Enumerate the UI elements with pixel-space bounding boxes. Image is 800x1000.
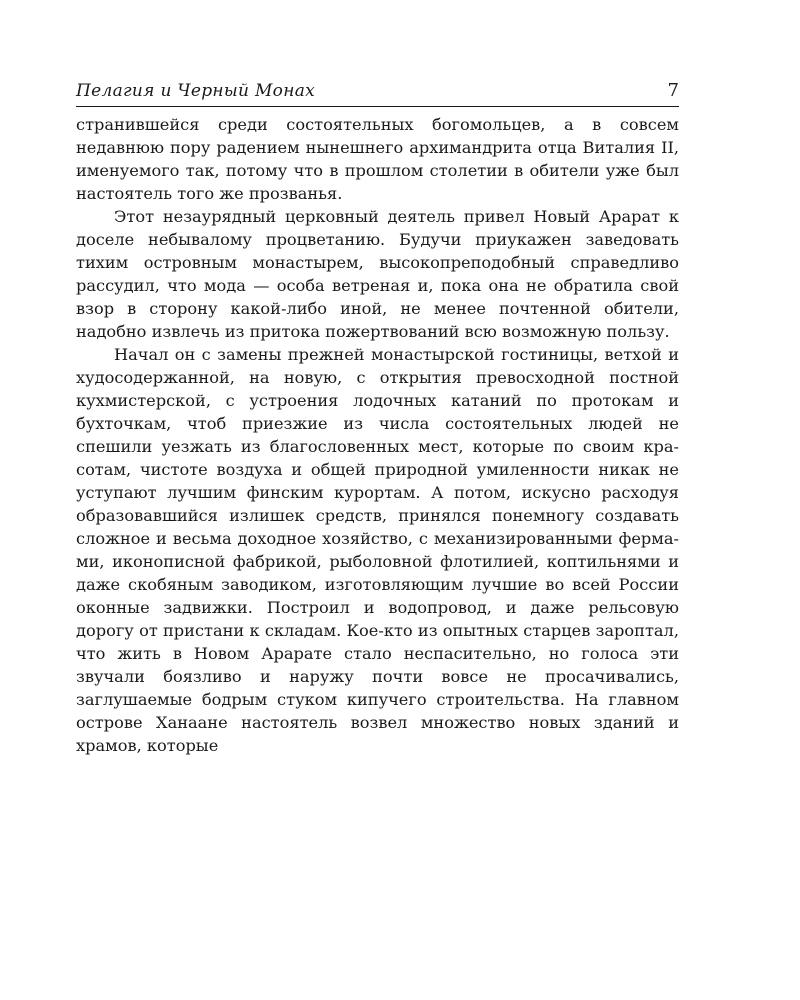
running-title: Пелагия и Черный Монах: [76, 81, 316, 101]
paragraph: Начал он с замены прежней монастырской гостиницы, ветхой и худосодержанной, на новую, с открытия превосходной постной кухмистерской, с устроения лодочных катаний по протокам и бухточкам, чтоб приезжие из числа состоятельных людей не спешили уезжать из благословенных мест, которые по своим красотам, чистоте воздуха и общей природной умиленности никак не уступают лучшим финским курортам. А потом, искусно расходуя образовавшийся излишек средств, принялся понемногу создавать сложное и весьма доходное хозяйство, с механизированными фермами, иконописной фабрикой, рыболовной флотилией, коптильнями и даже скобяным заводиком, изготовляющим лучшие во всей России оконные задвижки. Построил и водопровод, и даже рельсовую дорогу от пристани к складам. Кое-кто из опытных старцев зароптал, что жить в Новом Арарате стало неспасительно, но голоса эти звучали боязливо и наружу почти вовсе не просачивались, заглушаемые бодрым стуком кипучего строительства. На главном острове Ханаане настоятель возвел множество новых зданий и храмов, которые: [76, 345, 679, 755]
paragraph-continuation: странившейся среди состоятельных богомольцев, а в совсем недавнюю пору радением нынешнего архимандрита отца Виталия II, именуемого так, потому что в прошлом столетии в обители уже был настоятель того же прозванья.: [76, 115, 679, 203]
page-number: 7: [667, 80, 679, 101]
running-header: [76, 80, 679, 107]
paragraph: Этот незаурядный церковный деятель привел Новый Арарат к доселе небывалому процветанию. Будучи приукажен заведовать тихим островным монастырем, высокопреподобный справедливо рассудил, что мода — особа ветреная и, пока она не обратила свой взор в сторону какой-либо иной, не менее почтенной обители, надобно извлечь из притока пожертвований всю возможную пользу.: [76, 207, 679, 341]
body-text: [76, 113, 679, 757]
book-page: [76, 80, 679, 757]
